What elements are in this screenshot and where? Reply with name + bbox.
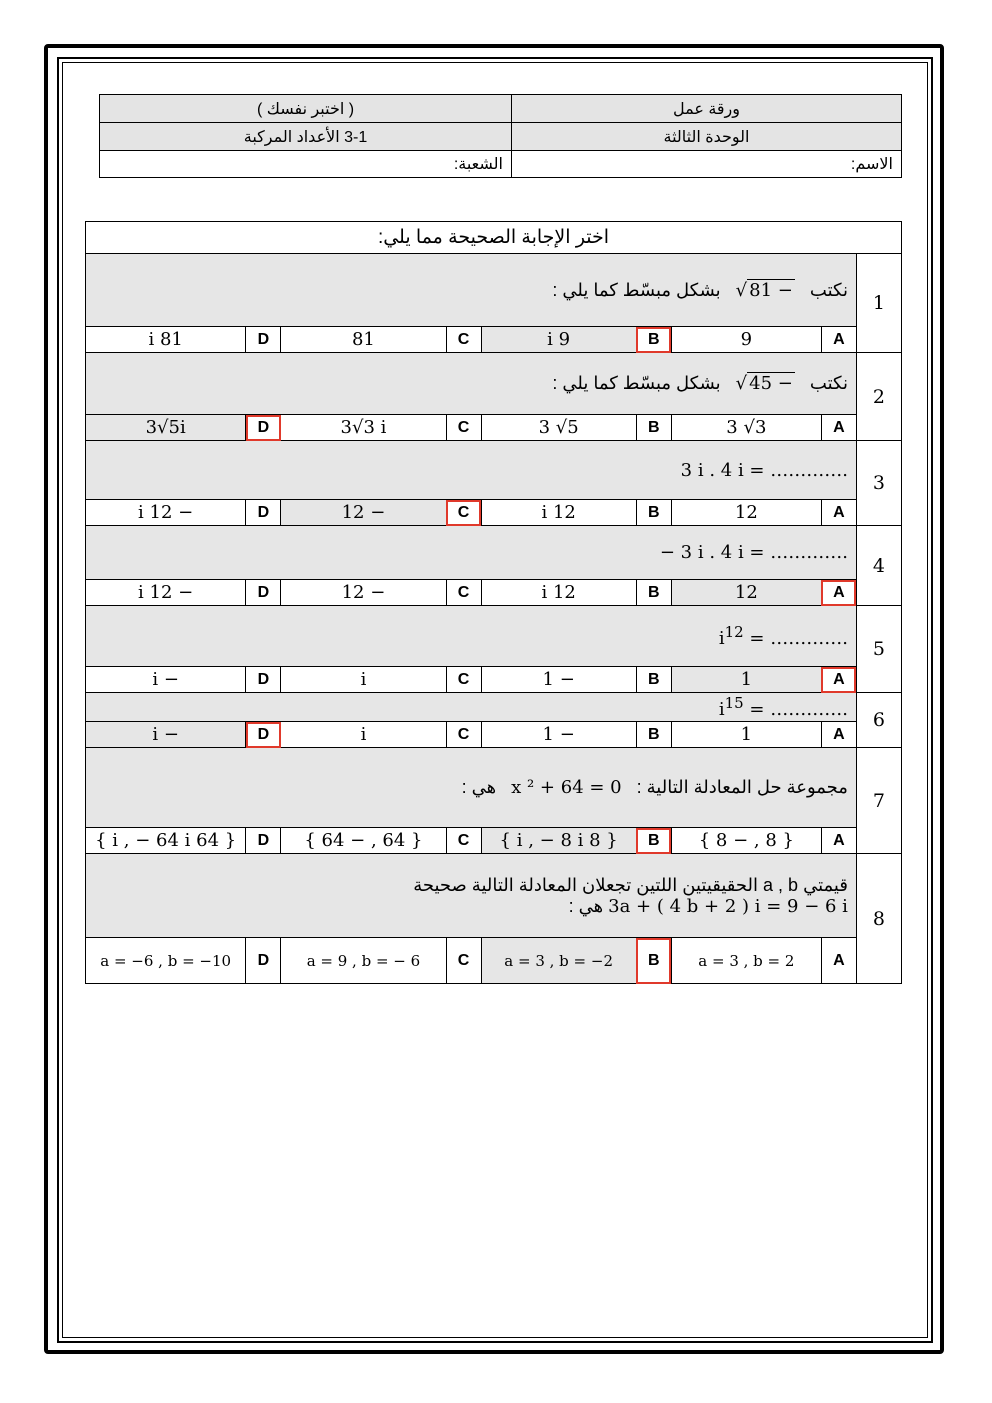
test-yourself-label: ( اختبر نفسك ) [100,95,512,123]
option-b-selected[interactable]: { 8 i , − 8 i } [481,828,636,854]
q5-exponent: 12 [724,623,744,641]
option-a[interactable]: a = 3 , b = 2 [671,938,821,984]
name-field[interactable]: الاسم: [512,151,902,178]
option-a-value: √3 [743,417,767,438]
option-letter-b-selected: B [636,327,671,353]
q7-post: هي : [461,777,497,797]
option-b-selected[interactable]: 9 i [481,327,636,353]
option-c-value: √3 i [351,417,387,438]
option-letter-b: B [636,722,671,748]
option-letter-a: A [821,327,856,353]
quiz-title: اختر الإجابة الصحيحة مما يلي: [86,222,902,254]
question-8 [86,854,857,938]
q8-line1: قيمتي a , b الحقيقيتين اللتين تجعلان المعادلة التالية صحيحة [413,874,848,895]
section-field[interactable]: الشعبة: [100,151,512,178]
option-a-selected[interactable]: 1 [671,667,821,693]
option-b[interactable]: − 1 [481,722,636,748]
unit-label: الوحدة الثالثة [512,123,902,151]
q2-pre: نكتب [809,373,848,393]
option-letter-a: A [821,415,856,441]
question-number: 7 [856,748,901,854]
option-letter-b-selected: B [636,938,671,984]
option-letter-d: D [246,327,281,353]
option-d-value: √5i [157,417,186,438]
option-letter-b: B [636,415,671,441]
option-c[interactable]: i [281,667,446,693]
q5-rest: = …………. [743,628,848,649]
option-a-selected[interactable]: 12 [671,580,821,606]
lesson-label: 3-1 الأعداد المركبة [100,123,512,151]
sqrt-expression: √ 45 − [735,373,793,394]
q1-radicand: 81 − [749,279,793,301]
coefficient: 3 [145,417,158,438]
q3-expression: 3 i . 4 i = …………. [680,459,848,481]
question-7 [86,748,857,828]
question-6 [86,693,857,722]
option-c[interactable]: i [281,722,446,748]
question-2 [86,353,857,415]
option-letter-b: B [636,500,671,526]
question-3 [86,441,857,500]
quiz-table [85,221,902,984]
coefficient: 3 [340,417,352,438]
option-letter-c: C [446,938,481,984]
q2-post: بشكل مبسّط كما يلي : [552,373,721,393]
option-letter-c: C [446,722,481,748]
option-letter-b-selected: B [636,828,671,854]
option-letter-d: D [246,667,281,693]
option-letter-d-selected: D [246,722,281,748]
option-letter-a-selected: A [821,580,856,606]
option-letter-d: D [246,828,281,854]
option-letter-a: A [821,722,856,748]
option-b[interactable]: 12 i [481,580,636,606]
option-letter-c: C [446,327,481,353]
option-c[interactable]: a = 9 , b = − 6 [281,938,446,984]
option-c[interactable] [281,415,446,441]
question-5 [86,606,857,667]
worksheet-label: ورقة عمل [512,95,902,123]
option-c[interactable]: 81 [281,327,446,353]
option-c[interactable]: { 64 , − 64 } [281,828,446,854]
header-table [99,94,902,178]
option-c[interactable]: − 12 [281,580,446,606]
option-letter-d-selected: D [246,415,281,441]
option-letter-c: C [446,580,481,606]
sqrt-expression: √ 81 − [735,279,793,301]
q7-text: مجموعة حل المعادلة التالية : [636,777,848,797]
option-a[interactable] [671,415,821,441]
q6-base: i [718,699,725,720]
option-b[interactable]: 12 i [481,500,636,526]
question-number: 4 [856,526,901,606]
question-4 [86,526,857,580]
coefficient: 3 [538,417,551,438]
option-d[interactable]: − 12 i [86,500,246,526]
option-b-selected[interactable]: a = 3 , b = −2 [481,938,636,984]
option-a[interactable]: 9 [671,327,821,353]
q6-expression [719,694,848,720]
option-d[interactable]: − i [86,667,246,693]
option-a[interactable]: { 8 , − 8 } [671,828,821,854]
option-letter-a-selected: A [821,667,856,693]
question-1 [86,254,857,327]
option-d-selected[interactable] [86,415,246,441]
option-letter-d: D [246,500,281,526]
option-letter-c-selected: C [446,500,481,526]
q4-expression: − 3 i . 4 i = …………. [659,542,848,563]
option-letter-c: C [446,415,481,441]
question-number: 8 [856,854,901,984]
question-number: 2 [856,353,901,441]
option-d-selected[interactable]: − i [86,722,246,748]
q7-equation: x ² + 64 = 0 [511,777,622,798]
option-letter-d: D [246,580,281,606]
option-letter-b: B [636,667,671,693]
q2-radicand: 45 − [749,373,793,394]
q6-exponent: 15 [724,694,744,712]
question-number: 3 [856,441,901,526]
option-letter-b: B [636,580,671,606]
q5-base: i [718,628,725,649]
question-number: 5 [856,606,901,693]
option-letter-c: C [446,667,481,693]
q1-post: بشكل مبسّط كما يلي : [552,279,721,300]
coefficient: 3 [726,417,738,438]
question-number: 1 [856,254,901,353]
option-b[interactable]: − 1 [481,667,636,693]
option-b-value: √5 [555,417,579,438]
option-d[interactable]: − 12 i [86,580,246,606]
option-d[interactable]: 81 i [86,327,246,353]
option-a[interactable]: 1 [671,722,821,748]
option-b[interactable] [481,415,636,441]
q8-post: هي : [568,895,604,916]
option-a[interactable]: 12 [671,500,821,526]
option-letter-a: A [821,500,856,526]
question-number: 6 [856,693,901,748]
option-letter-d: D [246,938,281,984]
q8-equation: 3a + ( 4 b + 2 ) i = 9 − 6 i [608,895,848,917]
option-letter-a: A [821,938,856,984]
q1-pre: نكتب [809,279,848,300]
option-d[interactable]: { 64 i , − 64 i } [86,828,246,854]
option-d[interactable]: a = −6 , b = −10 [86,938,246,984]
option-letter-c: C [446,828,481,854]
q5-expression [719,623,848,649]
option-c-selected[interactable]: − 12 [281,500,446,526]
q6-rest: = …………. [743,699,848,720]
option-letter-a: A [821,828,856,854]
